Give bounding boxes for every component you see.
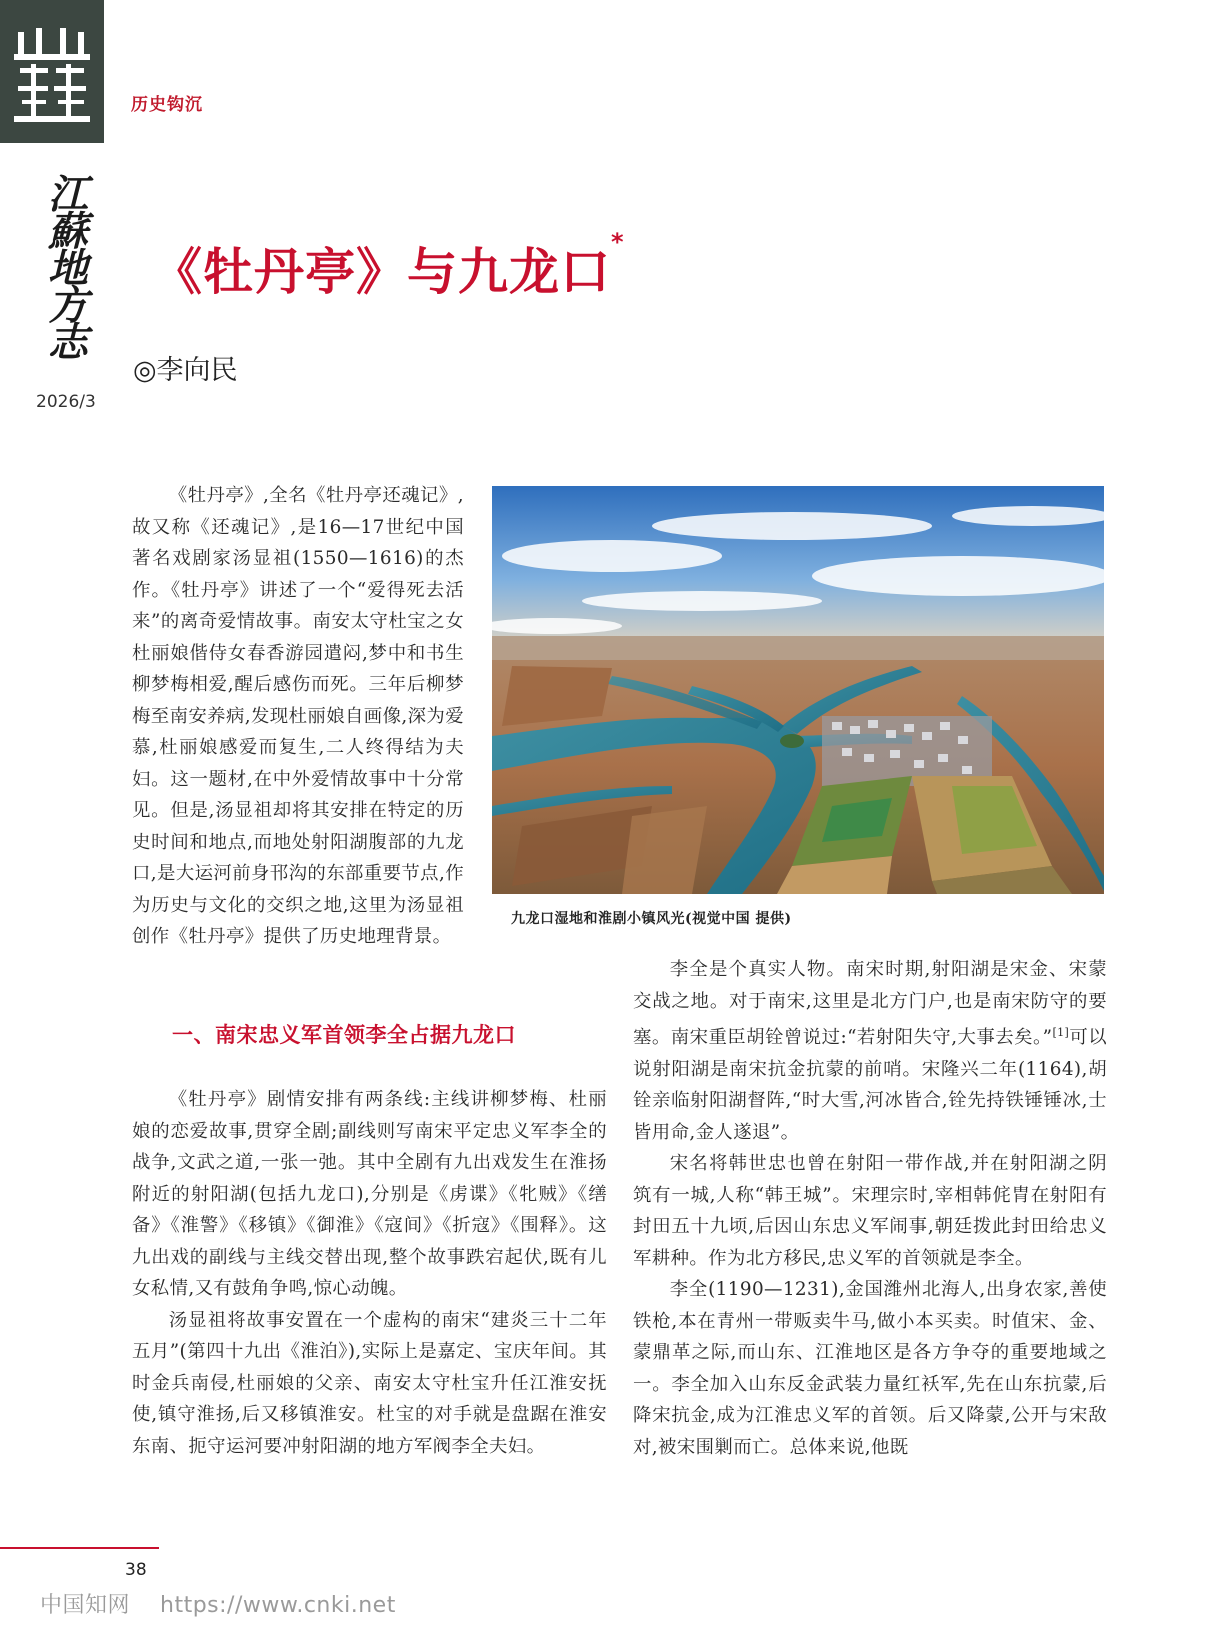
- body-paragraph: 《牡丹亭》剧情安排有两条线:主线讲柳梦梅、杜丽娘的恋爱故事,贯穿全剧;副线则写南宋平定忠义军李全的战争,文武之道,一张一弛。其中全剧有九出戏发生在淮扬附近的射阳湖(包括九龙口),分别是《虏谍》《牝贼》《缮备》《淮警》《移镇》《御淮》《寇间》《折寇》《围释》。这九出戏的副线与主线交替出现,整个故事跌宕起伏,既有儿女私情,又有鼓角争鸣,惊心动魄。: [132, 1089, 607, 1299]
- aerial-wetland-photo: [492, 486, 1104, 894]
- intro-paragraph: 《牡丹亭》,全名《牡丹亭还魂记》,故又称《还魂记》,是16—17世纪中国著名戏剧家汤显祖(1550—1616)的杰作。《牡丹亭》讲述了一个“爱得死去活来”的离奇爱情故事。南安太守杜宝之女杜丽娘偕侍女春香游园遣闷,梦中和书生柳梦梅相爱,醒后感伤而死。三年后柳梦梅至南安养病,发现杜丽娘自画像,深为爱慕,杜丽娘感爱而复生,二人终得结为夫妇。这一题材,在中外爱情故事中十分常见。但是,汤显祖却将其安排在特定的历史时间和地点,而地处射阳湖腹部的九龙口,是大运河前身邗沟的东部重要节点,作为历史与文化的交织之地,这里为汤显祖创作《牡丹亭》提供了历史地理背景。: [132, 485, 464, 947]
- article-title: [152, 228, 625, 304]
- author: ◎李向民: [133, 355, 238, 386]
- page-number: 38: [125, 1560, 147, 1580]
- title-footnote-mark: *: [611, 228, 625, 256]
- body-paragraph: 汤显祖将故事安置在一个虚构的南宋“建炎三十二年五月”(第四十九出《淮泊》),实际上是嘉定、宝庆年间。其时金兵南侵,杜丽娘的父亲、南安太守杜宝升任江淮安抚使,镇守淮扬,后又移镇淮安。杜宝的对手就是盘踞在淮安东南、扼守运河要冲射阳湖的地方军阀李全夫妇。: [132, 1309, 607, 1457]
- section-heading: 一、南宋忠义军首领李全占据九龙口: [172, 1023, 516, 1047]
- cnki-watermark: [40, 1588, 426, 1619]
- wetland-landscape-image: [492, 486, 1104, 894]
- paragraph-text: 可以说射阳湖是南宋抗金抗蒙的前哨。宋隆兴二年(1164),胡铨亲临射阳湖督阵,“时大雪,河冰皆合,铨先持铁锤锤冰,士皆用命,金人遂退”。: [633, 1027, 1107, 1143]
- section-tag: 历史钩沉: [131, 95, 203, 115]
- footnote-reference[interactable]: [1]: [1052, 1026, 1070, 1039]
- photo-caption: 九龙口湿地和淮剧小镇风光(视觉中国 提供): [511, 911, 792, 927]
- watermark-url: https://www.cnki.net: [160, 1593, 396, 1618]
- body-paragraph: 李全(1190—1231),金国潍州北海人,出身农家,善使铁枪,本在青州一带贩卖牛马,做小本买卖。时值宋、金、蒙鼎革之际,而山东、江淮地区是各方争夺的重要地域之一。李全加入山东反金武装力量红袄军,先在山东抗蒙,后降宋抗金,成为江淮忠义军的首领。后又降蒙,公开与宋敌对,被宋围剿而亡。总体来说,他既: [633, 1279, 1107, 1458]
- article-title-text: 《牡丹亭》与九龙口: [152, 243, 611, 301]
- intro-column: [132, 480, 464, 953]
- body-paragraph: [633, 954, 1107, 1148]
- right-column: [633, 954, 1107, 1463]
- journal-seal-logo-icon: [14, 28, 90, 124]
- watermark-brand: 中国知网: [40, 1593, 131, 1618]
- journal-logo-block: [0, 0, 104, 143]
- footer-rule: [0, 1547, 159, 1549]
- journal-title-vertical: 江蘇地方志: [48, 171, 88, 366]
- paragraph-text: 李全是个真实人物。南宋时期,射阳湖是宋金、宋蒙交战之地。对于南宋,这里是北方门户,也是南宋防守的要塞。南宋重臣胡铨曾说过:“若射阳失守,大事去矣。”: [633, 959, 1107, 1049]
- issue-number: 2026/3: [36, 392, 96, 412]
- body-paragraph: 宋名将韩世忠也曾在射阳一带作战,并在射阳湖之阴筑有一城,人称“韩王城”。宋理宗时,宰相韩侂胄在射阳有封田五十九顷,后因山东忠义军闹事,朝廷拨此封田给忠义军耕种。作为北方移民,忠义军的首领就是李全。: [633, 1153, 1107, 1269]
- left-column: [132, 1084, 607, 1462]
